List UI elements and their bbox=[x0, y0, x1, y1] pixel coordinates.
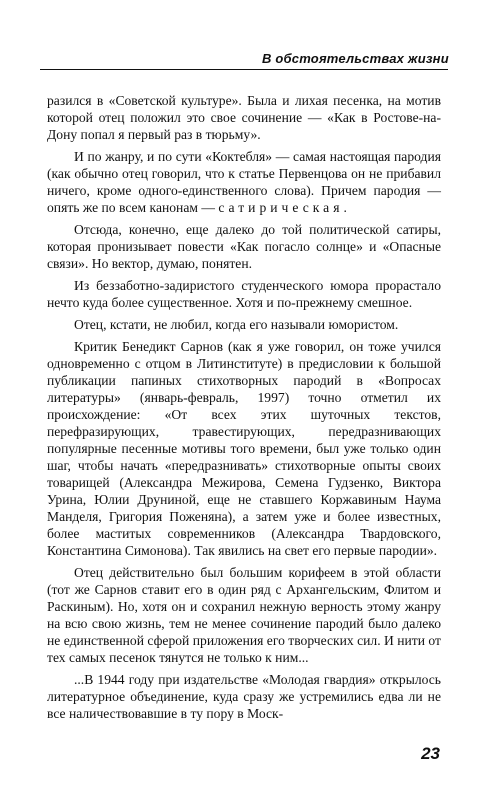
header-rule bbox=[40, 69, 448, 70]
parody-end: . bbox=[343, 200, 347, 215]
paragraph-6: Критик Бенедикт Сарнов (как я уже говорил, он тоже учился одновременно с отцом в Литинституте) в предисловии к большой публикации папиных стихотворных пародий в «Вопросах литературы» (январь-февраль, 1997) точно отметил их происхождение: «От всех этих шуточных текстов, перефразирующих, травестирующих, передразнивающих популярные песенные мотивы того времени, был уже только один шаг, чтобы начать «передразнивать» стихотворные опыты своих товарищей (Александра Межирова, Семена Гудзенко, Виктора Урина, Юлии Друниной, еще не ставшего Коржавиным Наума Манделя, Григория Поженяна), а затем уже и более известных, более маститых современников (Александра Твардовского, Константина Симонова). Так явились на свет его первые пародии». bbox=[47, 339, 441, 558]
paragraph-parody bbox=[47, 148, 441, 216]
paragraph-8: ...В 1944 году при издательстве «Молодая гвардия» открылось литературное объединение, куда сразу же устремились едва ли не все наличествовавшие в ту пору в Моск- bbox=[47, 672, 441, 721]
body-text bbox=[47, 92, 441, 727]
paragraph-1: разился в «Советской культуре». Была и лихая песенка, на мотив которой отец положил это свое сочинение — «Как в Ростове-на-Дону попал я первый раз в тюрьму». bbox=[47, 93, 441, 142]
parody-text: И по жанру, и по сути «Коктебля» — самая настоящая пародия (как обычно отец говорил, что к статье Первенцова он не прибавил ничего, кроме одного-единственного слова). Причем пародия — опять же по всем канонам — bbox=[47, 149, 441, 215]
paragraph-4: Из беззаботно-задиристого студенческого юмора прорастало нечто куда более существенное. Хотя и по-прежнему смешное. bbox=[47, 278, 441, 310]
paragraph-5: Отец, кстати, не любил, когда его называли юмористом. bbox=[74, 317, 399, 332]
paragraph-3: Отсюда, конечно, еще далеко до той политической сатиры, которая пронизывает повести «Как погасло солнце» и «Опасные связи». Но вектор, думаю, понятен. bbox=[47, 222, 441, 271]
spaced-word: сатирическая bbox=[218, 200, 344, 215]
page-number: 23 bbox=[421, 744, 440, 763]
paragraph-7: Отец действительно был большим корифеем в этой области (тот же Сарнов ставит его в один ряд с Архангельским, Флитом и Раскиным). Но, хотя он и сохранил нежную верность этому жанру на всю свою жизнь, тем не менее сочинение пародий было далеко не единственной сферой приложения его творческих сил. И нити от тех самых песенок тянутся не только к ним... bbox=[47, 565, 441, 665]
running-head: В обстоятельствах жизни bbox=[262, 51, 449, 66]
